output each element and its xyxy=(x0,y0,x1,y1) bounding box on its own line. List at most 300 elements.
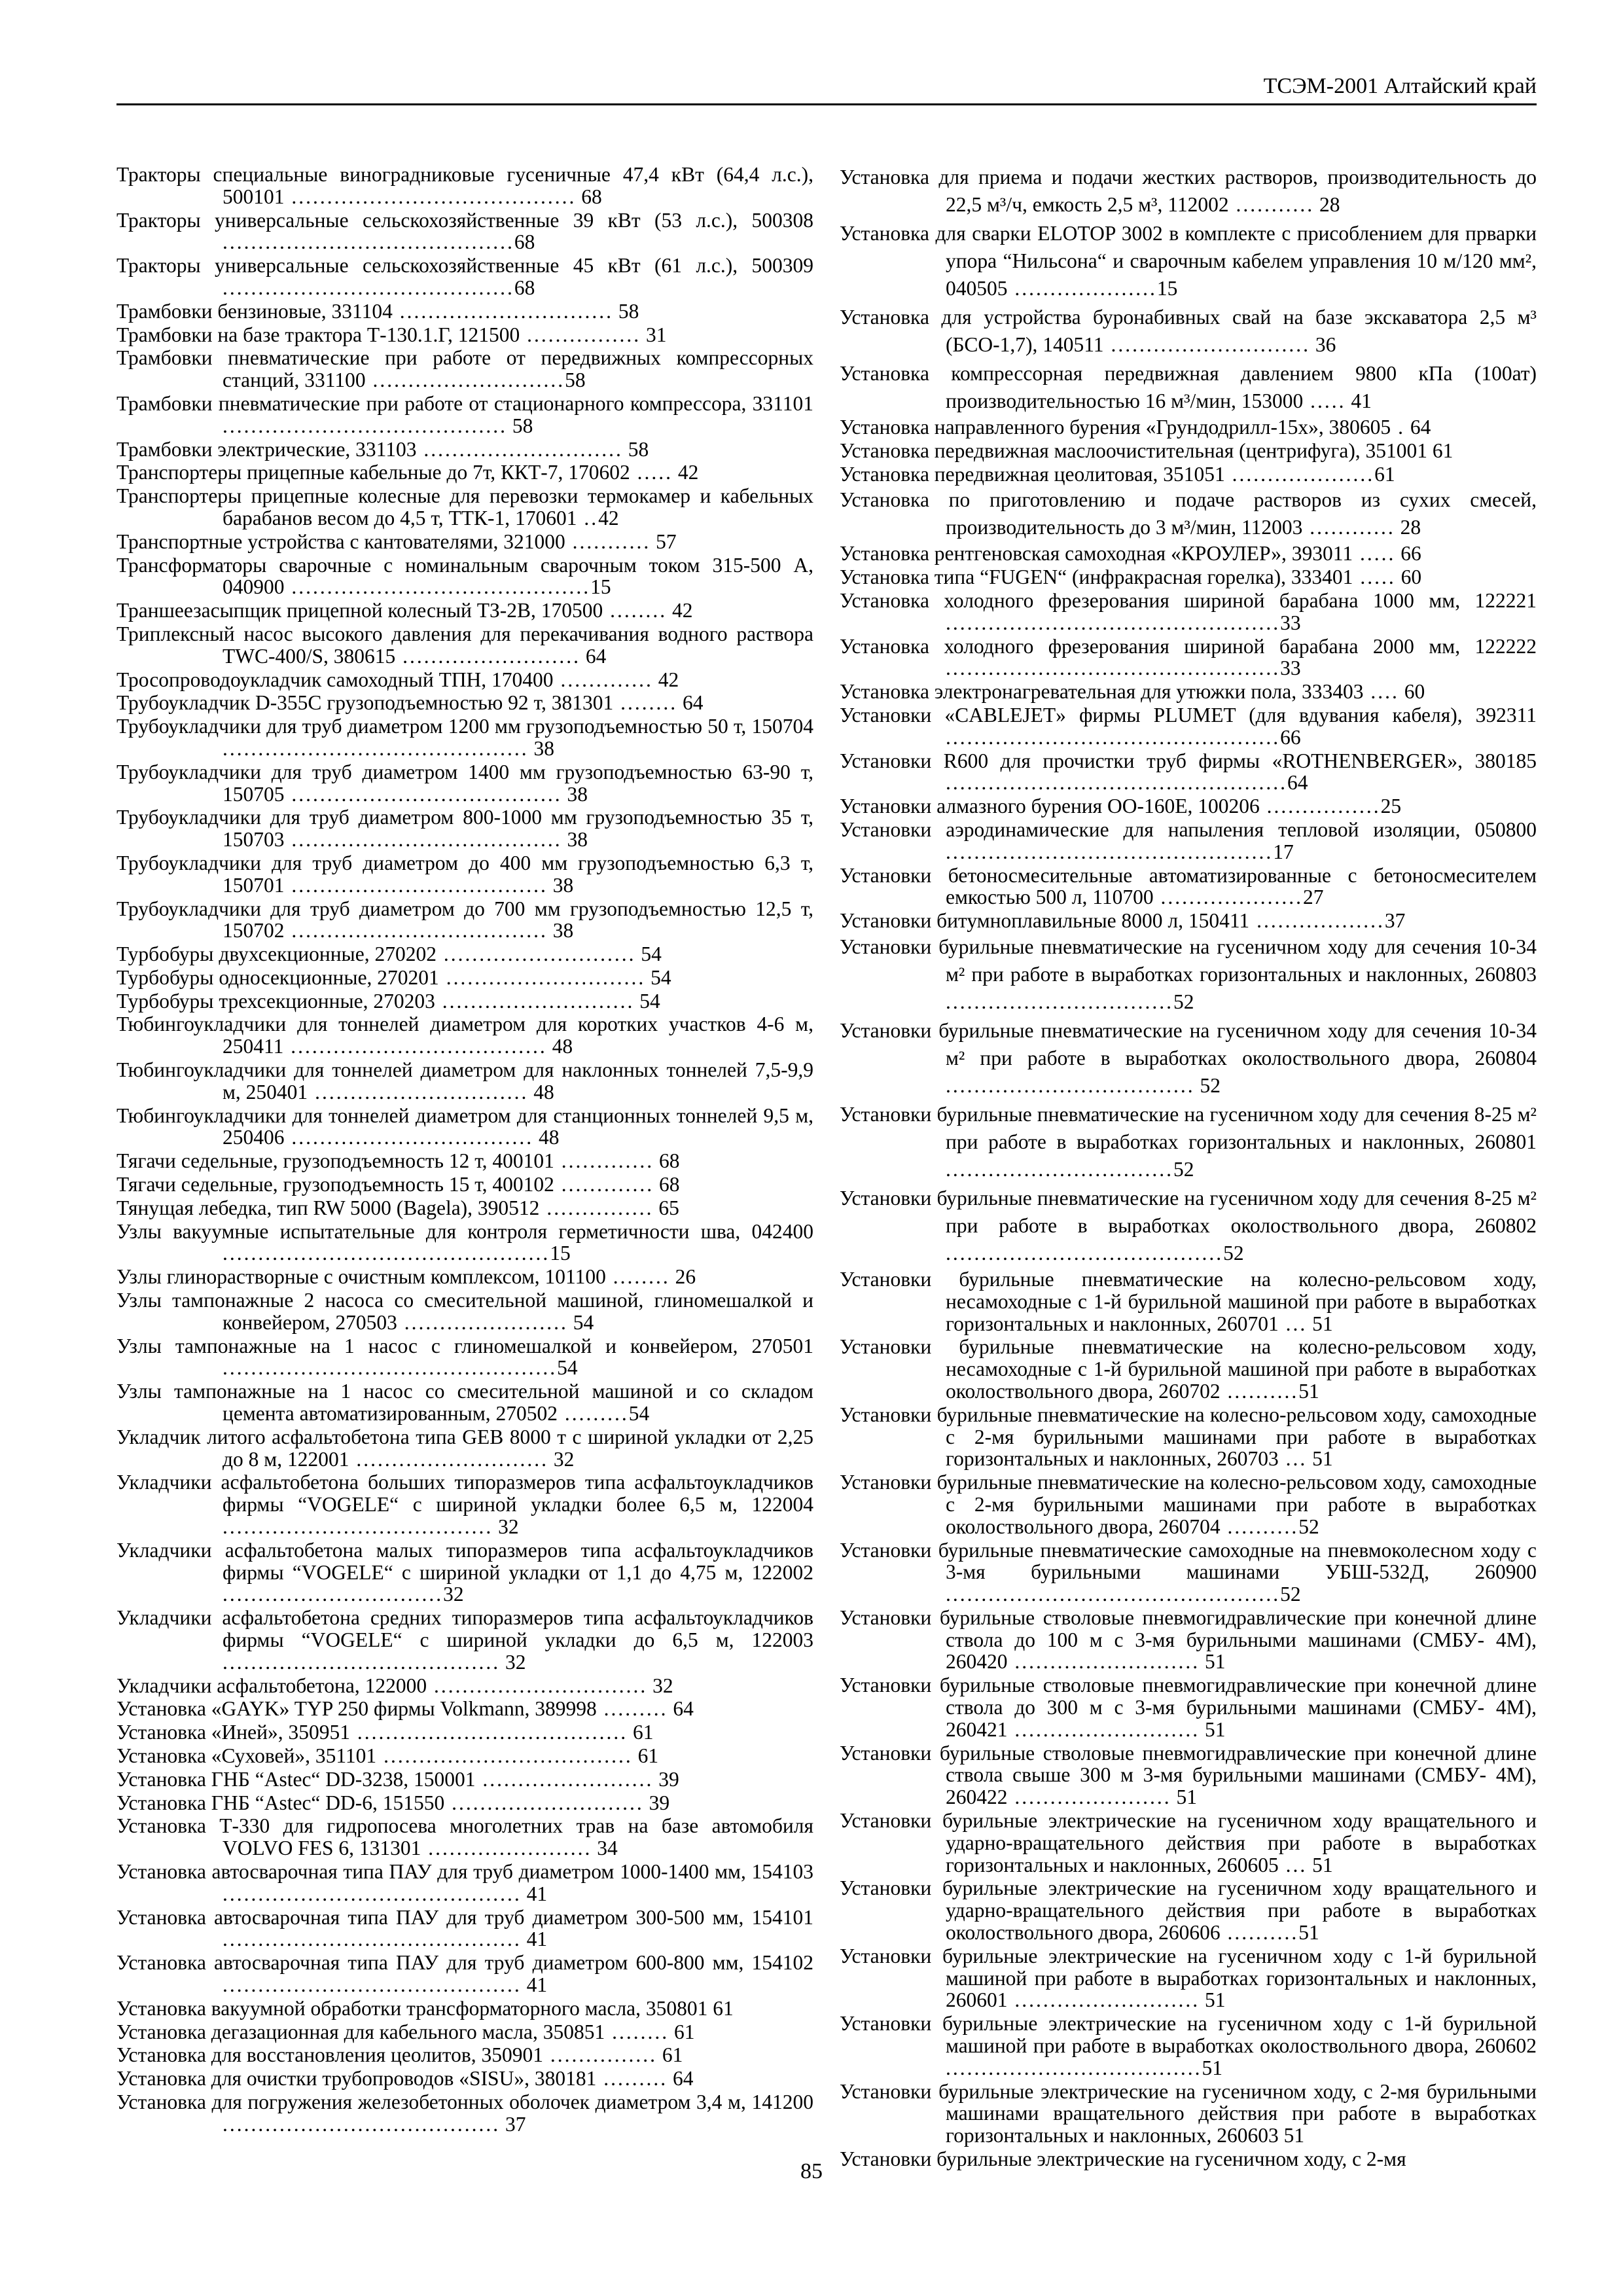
dot-leader: ..... xyxy=(1353,565,1396,589)
index-entry xyxy=(840,543,1537,565)
entry-page-number: 32 xyxy=(548,1447,575,1471)
entry-text: Установки битумноплавильные 8000 л, 150411 xyxy=(840,909,1250,933)
index-entry xyxy=(116,1675,813,1697)
entry-text: Установки алмазного бурения ОО-160Е, 100206 xyxy=(840,795,1260,818)
entry-page-number: 28 xyxy=(1314,193,1340,216)
index-entry xyxy=(116,1335,813,1380)
index-entry xyxy=(116,1174,813,1196)
dot-leader: .......................................... xyxy=(284,575,591,599)
entry-text: Трамбовки бензиновые, 331104 xyxy=(116,299,393,323)
dot-leader: . xyxy=(1391,416,1405,439)
dot-leader: .......................... xyxy=(1007,1650,1200,1674)
dot-leader: .......... xyxy=(1220,1921,1299,1945)
entry-page-number: 41 xyxy=(521,1882,548,1905)
index-entry xyxy=(840,636,1537,680)
entry-text: Установки бурильные пневматические на колесно-рельсовом ходу, самоходные с 2-мя бурильными машинами при работе в выработках околоствольного двора, 260704 xyxy=(840,1471,1537,1538)
index-entry xyxy=(116,1266,813,1288)
entry-page-number: 66 xyxy=(1395,542,1421,565)
index-entry xyxy=(840,795,1537,817)
index-entry xyxy=(840,164,1537,219)
index-entry xyxy=(840,360,1537,415)
index-entry xyxy=(116,1539,813,1605)
entry-page-number: 41 xyxy=(1346,389,1372,412)
index-column-right xyxy=(840,164,1537,2171)
entry-text: Укладчик литого асфальтобетона типа GEB 8000 т с шириной укладки от 2,25 до 8 м, 122001 xyxy=(116,1425,813,1471)
entry-page-number: 51 xyxy=(1200,1650,1226,1674)
index-entry xyxy=(116,1907,813,1951)
entry-text: Трубоукладчики для труб диаметром 1400 мм грузоподъемностью 63-90 т, 150705 xyxy=(116,760,813,806)
entry-page-number: 60 xyxy=(1399,680,1425,704)
index-entry xyxy=(840,1810,1537,1876)
entry-page-number: 64 xyxy=(1404,416,1431,439)
dot-leader: ........ xyxy=(605,1265,670,1289)
index-entry xyxy=(840,220,1537,302)
index-entry xyxy=(116,898,813,942)
entry-text: Установка холодного фрезерования шириной барабана 1000 мм, 122221 xyxy=(840,588,1537,612)
entry-page-number: 58 xyxy=(565,368,586,392)
entry-text: Установка автосварочная типа ПАУ для труб диаметром 1000-1400 мм, 154103 xyxy=(116,1859,813,1883)
index-entry xyxy=(116,209,813,254)
dot-leader: ............ xyxy=(1302,516,1395,539)
entry-page-number: 68 xyxy=(654,1173,680,1196)
dot-leader: ........... xyxy=(1228,193,1315,216)
dot-leader: ........................... xyxy=(444,1791,644,1814)
entry-text: Тросопроводоукладчик самоходный ТПН, 170400 xyxy=(116,668,554,691)
dot-leader: .......................................... xyxy=(223,1882,522,1905)
dot-leader: ................................................ xyxy=(946,771,1287,795)
entry-page-number: 51 xyxy=(1200,1717,1226,1741)
index-entry xyxy=(116,164,813,208)
index-entry xyxy=(116,300,813,323)
entry-page-number: 33 xyxy=(1280,611,1301,634)
dot-leader: ...................................... xyxy=(223,1515,493,1539)
index-entry xyxy=(116,1721,813,1744)
dot-leader: .................................. xyxy=(284,1126,534,1149)
entry-page-number: 37 xyxy=(1384,909,1406,933)
entry-page-number: 34 xyxy=(592,1837,618,1860)
index-entry xyxy=(840,1404,1537,1470)
entry-page-number: 41 xyxy=(521,1973,548,1996)
entry-text: Установка электронагревательная для утюжки пола, 333403 xyxy=(840,680,1364,704)
dot-leader: .................... xyxy=(1007,277,1157,300)
dot-leader: ........ xyxy=(603,599,668,622)
index-entry xyxy=(840,1101,1537,1183)
entry-page-number: 54 xyxy=(645,965,671,989)
entry-page-number: 68 xyxy=(514,230,535,254)
index-entry xyxy=(116,1221,813,1265)
dot-leader: ..... xyxy=(1303,389,1346,412)
index-entry xyxy=(116,1745,813,1767)
entry-page-number: 32 xyxy=(500,1650,526,1674)
entry-text: Трансформаторы сварочные с номинальным сварочным током 315-500 А, 040900 xyxy=(116,553,813,599)
index-entry xyxy=(840,590,1537,634)
entry-text: Установки бурильные стволовые пневмогидравлические при конечной длине ствола до 300 м с 3-мя бурильными машинами (СМБУ- 4М), 260421 xyxy=(840,1674,1537,1741)
entry-text: Триплексный насос высокого давления для перекачивания водного раствора TWC-400/S, 380615 xyxy=(116,622,813,668)
index-entry xyxy=(116,1768,813,1791)
entry-page-number: 66 xyxy=(1280,725,1301,749)
entry-text: Трубоукладчики для труб диаметром 800-1000 мм грузоподъемностью 35 т, 150703 xyxy=(116,806,813,852)
entry-page-number: 52 xyxy=(1280,1583,1301,1606)
entry-text: Установка «Иней», 350951 xyxy=(116,1721,350,1744)
index-entry xyxy=(116,324,813,346)
entry-text: Трамбовки пневматические при работе от передвижных компрессорных станций, 331100 xyxy=(116,346,813,392)
entry-text: Установка передвижная цеолитовая, 351051 xyxy=(840,462,1225,486)
dot-leader: .......................................... xyxy=(223,1928,522,1951)
entry-page-number: 51 xyxy=(1298,1379,1319,1403)
index-entry xyxy=(116,255,813,299)
entry-page-number: 52 xyxy=(1223,1241,1244,1265)
index-entry xyxy=(840,1017,1537,1100)
index-entry xyxy=(116,692,813,714)
dot-leader: .................................... xyxy=(283,1035,547,1058)
entry-page-number: 38 xyxy=(547,919,574,942)
index-entry xyxy=(116,1289,813,1334)
index-entry xyxy=(116,990,813,1013)
dot-leader: ....................... xyxy=(421,1837,592,1860)
dot-leader: .................... xyxy=(1153,886,1303,909)
entry-page-number: 61 xyxy=(628,1721,654,1744)
entry-text: Установки бурильные пневматические на гусеничном ходу для сечения 8-25 м² при работе в выработках горизонтальных и наклонных, 260801 xyxy=(840,1102,1537,1153)
entry-text: Трамбовки на базе трактора Т-130.1.Г, 121500 xyxy=(116,323,520,346)
entry-text: Тягачи седельные, грузоподъемность 12 т, 400101 xyxy=(116,1149,554,1173)
index-entry xyxy=(116,2021,813,2043)
index-entry xyxy=(116,1380,813,1425)
dot-leader: ........................... xyxy=(349,1447,548,1471)
entry-text: Установка «Суховей», 351101 xyxy=(116,1744,377,1767)
entry-page-number: 54 xyxy=(634,989,660,1013)
entry-text: Узлы тампонажные 2 насоса со смесительной машиной, глиномешалкой и конвейером, 270503 xyxy=(116,1289,813,1334)
dot-leader: ....................................... xyxy=(223,1650,501,1674)
entry-text: Установка «GAYK» TYP 250 фирмы Volkmann, 389998 xyxy=(116,1697,597,1721)
dot-leader: ............................................... xyxy=(946,656,1281,680)
entry-text: Установки бетоносмесительные автоматизированные с бетоносмесителем емкостью 500 л, 110700 xyxy=(840,863,1537,909)
dot-leader: ......... xyxy=(558,1402,629,1426)
index-entry xyxy=(840,681,1537,703)
entry-text: Установка Т-330 для гидропосева многолетних трав на базе автомобиля VOLVO FES 6, 131301 xyxy=(116,1814,813,1860)
entry-text: Установки бурильные пневматические на гусеничном ходу для сечения 10-34 м² при работе в выработках горизонтальных и наклонных, 260803 xyxy=(840,935,1537,986)
dot-leader: ............. xyxy=(553,668,653,691)
dot-leader: ................................ xyxy=(946,1157,1173,1181)
entry-page-number: 51 xyxy=(1171,1785,1197,1809)
entry-page-number: 61 xyxy=(669,2020,695,2043)
index-entry xyxy=(840,463,1537,486)
entry-text: Тракторы специальные виноградниковые гусеничные 47,4 кВт (64,4 л.с.), 500101 xyxy=(116,163,813,208)
index-entry xyxy=(116,439,813,461)
entry-page-number: 33 xyxy=(1280,656,1301,680)
entry-page-number: 65 xyxy=(653,1196,679,1219)
dot-leader: ................ xyxy=(1259,795,1381,818)
dot-leader: .......................... xyxy=(1007,1717,1200,1741)
index-entry xyxy=(840,440,1537,462)
entry-text: Установки бурильные пневматические на колесно-рельсовом ходу, несамоходные с 1-й бурильной машиной при работе в выработках горизонтальных и наклонных, 260701 xyxy=(840,1267,1537,1335)
dot-leader: ...................................... xyxy=(284,828,562,852)
entry-page-number: 58 xyxy=(622,437,649,461)
entry-page-number: 48 xyxy=(546,1035,573,1058)
index-entry xyxy=(116,1197,813,1219)
entry-page-number: 42 xyxy=(652,668,679,691)
entry-text: Установки бурильные пневматические на гусеничном ходу для сечения 8-25 м² при работе в выработках околоствольного двора, 260802 xyxy=(840,1186,1537,1237)
dot-leader: ......................... xyxy=(395,644,580,668)
dot-leader: ..... xyxy=(1353,542,1396,565)
entry-text: Установка дегазационная для кабельного масла, 350851 xyxy=(116,2020,605,2043)
entry-text: Турбобуры трехсекционные, 270203 xyxy=(116,989,435,1013)
entry-text: Трубоукладчики для труб диаметром до 400 мм грузоподъемностью 6,3 т, 150701 xyxy=(116,851,813,897)
entry-text: Трамбовки электрические, 331103 xyxy=(116,437,417,461)
dot-leader: .......... xyxy=(1220,1515,1299,1538)
entry-page-number: 61 xyxy=(657,2043,683,2067)
index-entry xyxy=(840,933,1537,1016)
index-entry xyxy=(840,304,1537,359)
entry-page-number: 68 xyxy=(654,1149,680,1173)
index-entry xyxy=(840,819,1537,863)
entry-page-number: 54 xyxy=(635,942,662,966)
index-entry xyxy=(116,1105,813,1149)
dot-leader: ............. xyxy=(554,1149,654,1173)
dot-leader: .............................. xyxy=(392,299,613,323)
entry-page-number: 36 xyxy=(1310,333,1336,356)
entry-text: Установка для восстановления цеолитов, 350901 xyxy=(116,2043,544,2067)
entry-text: Установки бурильные пневматические на колесно-рельсовом ходу, несамоходные с 1-й бурильной машиной при работе в выработках околоствольного двора, 260702 xyxy=(840,1335,1537,1403)
dot-leader: .................................... xyxy=(284,873,548,897)
dot-leader: ... xyxy=(1278,1447,1308,1471)
dot-leader: ....................... xyxy=(397,1310,568,1334)
dot-leader: .............................................. xyxy=(946,840,1274,863)
entry-text: Тягачи седельные, грузоподъемность 15 т, 400102 xyxy=(116,1173,554,1196)
entry-text: Установки «CABLEJET» фирмы PLUMET (для вдувания кабеля), 392311 xyxy=(840,703,1537,726)
entry-page-number: 52 xyxy=(1173,1157,1194,1181)
entry-page-number: 57 xyxy=(651,529,677,553)
index-entry xyxy=(116,1426,813,1471)
entry-text: Установка по приготовлению и подаче растворов из сухих смесей, производительность до 3 м³/мин, 112003 xyxy=(840,488,1537,539)
entry-text: Траншеезасыпщик прицепной колесный ТЗ-2В, 170500 xyxy=(116,599,603,622)
entry-text: Установки бурильные электрические на гусеничном ходу с 1-й бурильной машиной при работе в выработках околоствольного двора, 260602 xyxy=(840,2012,1537,2058)
entry-text: Узлы тампонажные на 1 насос с глиномешалкой и конвейером, 270501 xyxy=(116,1334,813,1357)
entry-page-number: 38 xyxy=(562,782,588,806)
index-entry xyxy=(116,1952,813,1996)
index-entry xyxy=(840,1268,1537,1335)
dot-leader: ............. xyxy=(554,1173,654,1196)
dot-leader: .............................................. xyxy=(223,1242,550,1265)
entry-text: Установка автосварочная типа ПАУ для труб диаметром 300-500 мм, 154101 xyxy=(116,1905,813,1929)
entry-text: Установка направленного бурения «Грундодрилл-15х», 380605 xyxy=(840,416,1391,439)
running-header xyxy=(116,73,1537,105)
dot-leader: ...................................... xyxy=(350,1721,628,1744)
entry-page-number: 58 xyxy=(507,414,533,437)
index-entry xyxy=(116,1013,813,1058)
entry-text: Установка ГНБ “Astec“ DD-3238, 150001 xyxy=(116,1767,476,1791)
dot-leader: ............................................... xyxy=(946,611,1281,634)
dot-leader: ............................ xyxy=(1103,333,1310,356)
index-entry xyxy=(840,486,1537,541)
dot-leader: ............................ xyxy=(438,965,646,989)
index-entry xyxy=(840,910,1537,932)
dot-leader: .................. xyxy=(1249,909,1385,933)
index-entry xyxy=(840,865,1537,909)
dot-leader: ... xyxy=(1278,1312,1308,1335)
entry-page-number: 38 xyxy=(562,828,588,852)
index-entry xyxy=(116,1607,813,1673)
dot-leader: ................................ xyxy=(946,990,1173,1013)
entry-page-number: 32 xyxy=(493,1515,519,1539)
entry-text: Установка для приема и подачи жестких растворов, производительность до 22,5 м³/ч, емкость 2,5 м³, 112002 xyxy=(840,166,1537,216)
index-entry xyxy=(116,461,813,484)
entry-text: Турбобуры двухсекционные, 270202 xyxy=(116,942,437,966)
entry-page-number: 26 xyxy=(669,1265,696,1289)
dot-leader: .................................... xyxy=(946,2056,1202,2079)
entry-text: Установки R600 для прочистки труб фирмы «ROTHENBERGER», 380185 xyxy=(840,749,1537,772)
entry-page-number: 58 xyxy=(613,299,639,323)
index-entry xyxy=(116,1150,813,1172)
entry-text: Установки бурильные электрические на гусеничном ходу вращательного и ударно-вращательного действия при работе в выработках околоствольного двора, 260606 xyxy=(840,1876,1537,1945)
entry-text: Установка для погружения железобетонных оболочек диаметром 3,4 м, 141200 xyxy=(116,2090,813,2113)
entry-text: Трамбовки пневматические при работе от стационарного компрессора, 331101 xyxy=(116,391,813,415)
entry-page-number: 51 xyxy=(1202,2056,1222,2079)
index-entry xyxy=(116,1471,813,1537)
index-entry xyxy=(840,704,1537,749)
entry-text: Установки бурильные электрические на гусеничном ходу, с 2-мя xyxy=(840,2147,1406,2171)
entry-text: Установки бурильные пневматические самоходные на пневмоколесном ходу с 3-мя бурильными машинами УБШ-532Д, 260900 xyxy=(840,1538,1537,1584)
dot-leader: ......... xyxy=(596,1697,668,1721)
entry-page-number: 52 xyxy=(1173,990,1194,1013)
entry-text: Укладчики асфальтобетона средних типоразмеров типа асфальтоукладчиков фирмы “VOGELE“ с шириной укладки до 6,5 м, 122003 xyxy=(116,1606,813,1651)
entry-text: Укладчики асфальтобетона больших типоразмеров типа асфальтоукладчиков фирмы “VOGELE“ с шириной укладки более 6,5 м, 122004 xyxy=(116,1471,813,1516)
dot-leader: ............... xyxy=(539,1196,654,1219)
entry-text: Установки бурильные электрические на гусеничном ходу с 1-й бурильной машиной при работе в выработках горизонтальных и наклонных, 260601 xyxy=(840,1944,1537,2012)
entry-page-number: 32 xyxy=(443,1583,464,1606)
entry-text: Тюбингоукладчики для тоннелей диаметром для коротких участков 4-6 м, 250411 xyxy=(116,1013,813,1058)
entry-page-number: 64 xyxy=(580,644,607,668)
index-entry xyxy=(116,2044,813,2066)
index-entry xyxy=(840,1607,1537,1673)
index-entry xyxy=(116,967,813,989)
index-entry xyxy=(116,2091,813,2136)
index-entry xyxy=(840,1185,1537,1267)
entry-text: Установка передвижная маслоочистительная (центрифуга), 351001 61 xyxy=(840,439,1454,462)
entry-text: Тракторы универсальные сельскохозяйственные 45 кВт (61 л.с.), 500309 xyxy=(116,254,813,278)
dot-leader: .......................................... xyxy=(223,1973,522,1996)
index-entry xyxy=(116,806,813,851)
entry-text: Тракторы универсальные сельскохозяйственные 39 кВт (53 л.с.), 500308 xyxy=(116,208,813,232)
entry-text: Тюбингоукладчики для тоннелей диаметром для наклонных тоннелей 7,5-9,9 м, 250401 xyxy=(116,1058,813,1103)
entry-page-number: 54 xyxy=(557,1356,578,1380)
entry-page-number: 39 xyxy=(653,1767,679,1791)
index-entry xyxy=(116,669,813,691)
entry-text: Установка автосварочная типа ПАУ для труб диаметром 600-800 мм, 154102 xyxy=(116,1951,813,1975)
dot-leader: ................................... xyxy=(946,1073,1195,1097)
entry-page-number: 31 xyxy=(641,323,667,346)
entry-page-number: 38 xyxy=(528,736,554,760)
entry-page-number: 51 xyxy=(1298,1921,1319,1945)
entry-text: Трубоукладчики для труб диаметром 1200 мм грузоподъемностью 50 т, 150704 xyxy=(116,715,813,738)
dot-leader: ............... xyxy=(543,2043,658,2067)
index-entry xyxy=(840,2013,1537,2079)
dot-leader: .................... xyxy=(1224,462,1375,486)
index-entry xyxy=(840,1945,1537,2011)
entry-page-number: 64 xyxy=(668,1697,694,1721)
dot-leader: ........... xyxy=(565,529,651,553)
entry-page-number: 64 xyxy=(668,2067,694,2090)
dot-leader: .. xyxy=(577,506,599,529)
entry-page-number: 32 xyxy=(647,1674,673,1697)
dot-leader: ........................... xyxy=(365,368,565,392)
index-entry xyxy=(116,1861,813,1905)
entry-page-number: 39 xyxy=(643,1791,670,1814)
entry-text: Узлы тампонажные на 1 насос со смесительной машиной и со складом цемента автоматизированным, 270502 xyxy=(116,1380,813,1426)
entry-text: Установка холодного фрезерования шириной барабана 2000 мм, 122222 xyxy=(840,634,1537,658)
entry-text: Установки бурильные стволовые пневмогидравлические при конечной длине ствола до 100 м с 3-мя бурильными машинами (СМБУ- 4М), 260420 xyxy=(840,1605,1537,1674)
entry-text: Транспортеры прицепные колесные для перевозки термокамер и кабельных барабанов весом до 4,5 т, ТТК-1, 170601 xyxy=(116,484,813,529)
entry-page-number: 61 xyxy=(1374,462,1395,486)
entry-page-number: 15 xyxy=(550,1242,571,1265)
index-entry xyxy=(840,566,1537,588)
dot-leader: ... xyxy=(1278,1853,1308,1876)
entry-page-number: 15 xyxy=(1156,277,1178,300)
entry-page-number: 52 xyxy=(1194,1073,1221,1097)
entry-text: Транспортеры прицепные кабельные до 7т, ККТ-7, 170602 xyxy=(116,461,630,484)
entry-text: Установки бурильные пневматические на гусеничном ходу для сечения 10-34 м² при работе в выработках околоствольного двора, 260804 xyxy=(840,1018,1537,1069)
index-entry xyxy=(116,1059,813,1103)
index-entry xyxy=(840,416,1537,439)
entry-page-number: 42 xyxy=(673,461,699,484)
index-entry xyxy=(116,1698,813,1720)
index-entry xyxy=(116,393,813,437)
entry-page-number: 17 xyxy=(1273,840,1294,863)
entry-text: Турбобуры односекционные, 270201 xyxy=(116,965,439,989)
index-entry xyxy=(840,2081,1537,2147)
entry-text: Трубоукладчики для труб диаметром до 700 мм грузоподъемностью 12,5 т, 150702 xyxy=(116,897,813,942)
index-entry xyxy=(116,1815,813,1859)
entry-text: Установки аэродинамические для напыления тепловой изоляции, 050800 xyxy=(840,817,1537,841)
page-number: 85 xyxy=(800,2159,823,2183)
entry-page-number: 48 xyxy=(528,1080,554,1103)
index-entry xyxy=(116,531,813,553)
dot-leader: ............................................... xyxy=(223,1356,558,1380)
dot-leader: ................ xyxy=(520,323,641,346)
dot-leader: ............................................... xyxy=(946,1583,1281,1606)
dot-leader: ........ xyxy=(613,691,678,715)
dot-leader: ......................................... xyxy=(223,230,514,254)
index-entry xyxy=(840,1471,1537,1537)
dot-leader: ......... xyxy=(596,2067,668,2090)
dot-leader: ........................... xyxy=(435,989,635,1013)
dot-leader: ................................... xyxy=(376,1744,633,1767)
dot-leader: .............................. xyxy=(427,1674,648,1697)
dot-leader: ............................... xyxy=(223,1583,444,1606)
dot-leader: ........................................ xyxy=(284,185,577,208)
entry-page-number: 37 xyxy=(500,2112,526,2136)
entry-page-number: 15 xyxy=(590,575,611,599)
entry-page-number: 60 xyxy=(1395,565,1422,589)
index-entry xyxy=(116,943,813,965)
index-entry xyxy=(116,347,813,391)
entry-text: Установка вакуумной обработки трансформаторного масла, 350801 61 xyxy=(116,1996,734,2020)
entry-page-number: 54 xyxy=(628,1402,650,1426)
dot-leader: ....................................... xyxy=(223,2112,501,2136)
index-entry xyxy=(116,623,813,668)
entry-page-number: 27 xyxy=(1302,886,1324,909)
entry-page-number: 51 xyxy=(1200,1988,1226,2012)
index-entry xyxy=(116,1998,813,2020)
index-entry xyxy=(840,1877,1537,1943)
entry-page-number: 28 xyxy=(1395,516,1421,539)
index-entry xyxy=(116,554,813,599)
header-title: ТСЭМ-2001 Алтайский край xyxy=(1263,74,1537,98)
index-entry xyxy=(116,2068,813,2090)
entry-text: Установки бурильные пневматические на колесно-рельсовом ходу, самоходные с 2-мя бурильными машинами при работе в выработках горизонтальных и наклонных, 260703 xyxy=(840,1403,1537,1471)
entry-page-number: 52 xyxy=(1298,1515,1319,1538)
entry-text: Тянущая лебедка, тип RW 5000 (Bagela), 390512 xyxy=(116,1196,540,1219)
entry-text: Узлы вакуумные испытательные для контроля герметичности шва, 042400 xyxy=(116,1219,813,1243)
